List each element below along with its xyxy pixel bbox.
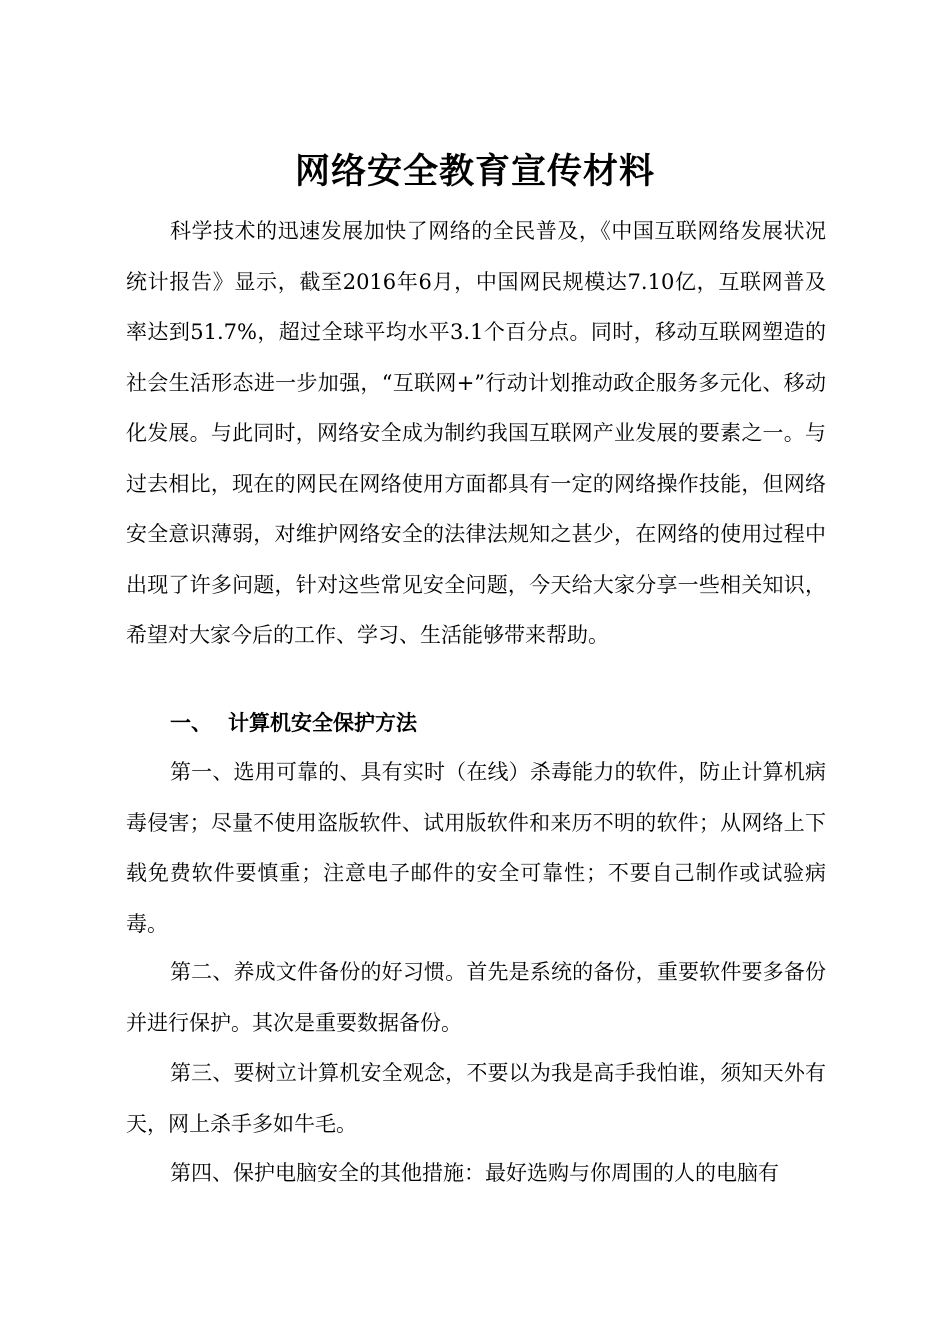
section-number: 一、 [170, 710, 212, 735]
paragraph-item-4: 第四、保护电脑安全的其他措施：最好选购与你周围的人的电脑有 [170, 1161, 779, 1185]
paragraph-item-1: 第一、选用可靠的、具有实时（在线）杀毒能力的软件，防止计算机病毒侵害；尽量不使用盗版软件、试用版软件和来历不明的软件；从网络上下载免费软件要慎重；注意电子邮件的安全可靠性；不要自己制作或试验病毒。 [126, 760, 826, 936]
intro-paragraph: 科学技术的迅速发展加快了网络的全民普及，《中国互联网络发展状况统计报告》显示，截至2016年6月，中国网民规模达7.10亿，互联网普及率达到51.7%，超过全球平均水平3.1个百分点。同时，移动互联网塑造的社会生活形态进一步加强，“互联网+”行动计划推动政企服务多元化、移动化发展。与此同时，网络安全成为制约我国互联网产业发展的要素之一。与过去相比，现在的网民在网络使用方面都具有一定的网络操作技能，但网络安全意识薄弱，对维护网络安全的法律法规知之甚少，在网络的使用过程中出现了许多问题，针对这些常见安全问题，今天给大家分享一些相关知识，希望对大家今后的工作、学习、生活能够带来帮助。 [126, 219, 826, 647]
paragraph-item-2: 第二、养成文件备份的好习惯。首先是系统的备份，重要软件要多备份并进行保护。其次是重要数据备份。 [126, 960, 826, 1035]
paragraph-item-3: 第三、要树立计算机安全观念，不要以为我是高手我怕谁，须知天外有天，网上杀手多如牛毛。 [126, 1061, 826, 1136]
section-title: 计算机安全保护方法 [228, 710, 417, 735]
section-heading [170, 698, 417, 748]
document-title: 网络安全教育宣传材料 [294, 151, 655, 192]
